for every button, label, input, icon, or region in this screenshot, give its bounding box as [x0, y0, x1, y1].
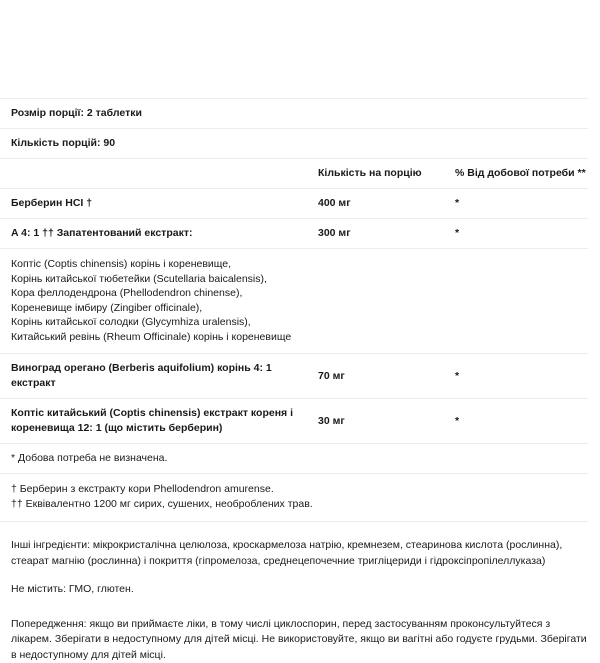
list-item: Коптіс (Coptis chinensis) корінь і кореневище,: [11, 257, 588, 272]
column-header-amount-per-serving: Кількість на порцію: [310, 159, 447, 189]
other-ingredients-paragraph: Інші інгредієнти: мікрокристалічна целюлоза, кроскармелоза натрію, кремнезем, стеаринова кислота (рослинна), стеарат магнію (рослинна) і покриття (гіпромелоза, среднецепочечние тригліцериди і гідроксіпропілеллуказа): [11, 538, 588, 569]
spacer-before-free-from: [11, 569, 588, 582]
list-item: Китайський ревінь (Rheum Officinale) корінь і кореневище: [11, 330, 588, 345]
dagger-footnotes: [0, 474, 588, 522]
list-item: Корінь китайської солодки (Glycymhiza uralensis),: [11, 315, 588, 330]
nutrient-amount: 300 мг: [310, 219, 447, 249]
nutrient-daily-value: *: [447, 399, 588, 444]
nutrient-name: Берберин HCI †: [0, 189, 310, 219]
table-row: [0, 219, 588, 249]
daily-value-footnote: * Добова потреба не визначена.: [0, 444, 588, 474]
nutrient-name: Виноград орегано (Berberis aquifolium) корінь 4: 1 екстракт: [0, 354, 310, 399]
servings-per-container-row: [0, 129, 588, 159]
table-row: [0, 189, 588, 219]
nutrient-amount: 400 мг: [310, 189, 447, 219]
nutrient-daily-value: *: [447, 189, 588, 219]
blend-ingredients-row: [0, 249, 588, 354]
spacer-before-warning: [11, 598, 588, 617]
servings-per-container-text: Кількість порцій: 90: [0, 129, 588, 159]
supplement-facts-table: [0, 98, 588, 522]
nutrient-amount: 30 мг: [310, 399, 447, 444]
blend-ingredients-list: [0, 249, 588, 354]
column-header-percent-daily-value: % Від добової потреби **: [447, 159, 588, 189]
table-row: [0, 354, 588, 399]
daily-value-footnote-row: [0, 444, 588, 474]
nutrient-name: A 4: 1 †† Запатентований екстракт:: [0, 219, 310, 249]
column-header-name: [0, 159, 310, 189]
table-row: [0, 399, 588, 444]
warning-paragraph: Попередження: якщо ви приймаєте ліки, в тому числі циклоспорин, перед застосуванням проконсультуйтеся з лікарем. Зберігати в недоступному для дітей місці. Не використовуйте, якщо ви вагітні або годуєте грудьми. Зберігати в недоступному для дітей місці.: [11, 617, 588, 663]
list-item: Корінь китайської тюбетейки (Scutellaria baicalensis),: [11, 272, 588, 287]
nutrient-amount: 70 мг: [310, 354, 447, 399]
list-item: Кора феллодендрона (Phellodendron chinense),: [11, 286, 588, 301]
footnote-dagger: † Берберин з екстракту кори Phellodendron amurense.: [11, 482, 588, 497]
nutrient-name: Коптіс китайський (Coptis chinensis) екстракт кореня і кореневища 12: 1 (що містить берберин): [0, 399, 310, 444]
free-from-paragraph: Не містить: ГМО, глютен.: [11, 582, 588, 598]
serving-size-text: Розмір порції: 2 таблетки: [0, 99, 588, 129]
serving-size-row: [0, 99, 588, 129]
top-spacer: [0, 0, 600, 98]
table-header-row: [0, 159, 588, 189]
footnote-dagger-double: †† Еквівалентно 1200 мг сирих, сушених, необроблених трав.: [11, 497, 588, 512]
below-table-content: [0, 538, 600, 663]
dagger-footnotes-row: [0, 474, 588, 522]
nutrient-daily-value: *: [447, 219, 588, 249]
nutrient-daily-value: *: [447, 354, 588, 399]
list-item: Кореневище імбиру (Zingiber officinale),: [11, 301, 588, 316]
spacer-after-table: [0, 522, 600, 538]
